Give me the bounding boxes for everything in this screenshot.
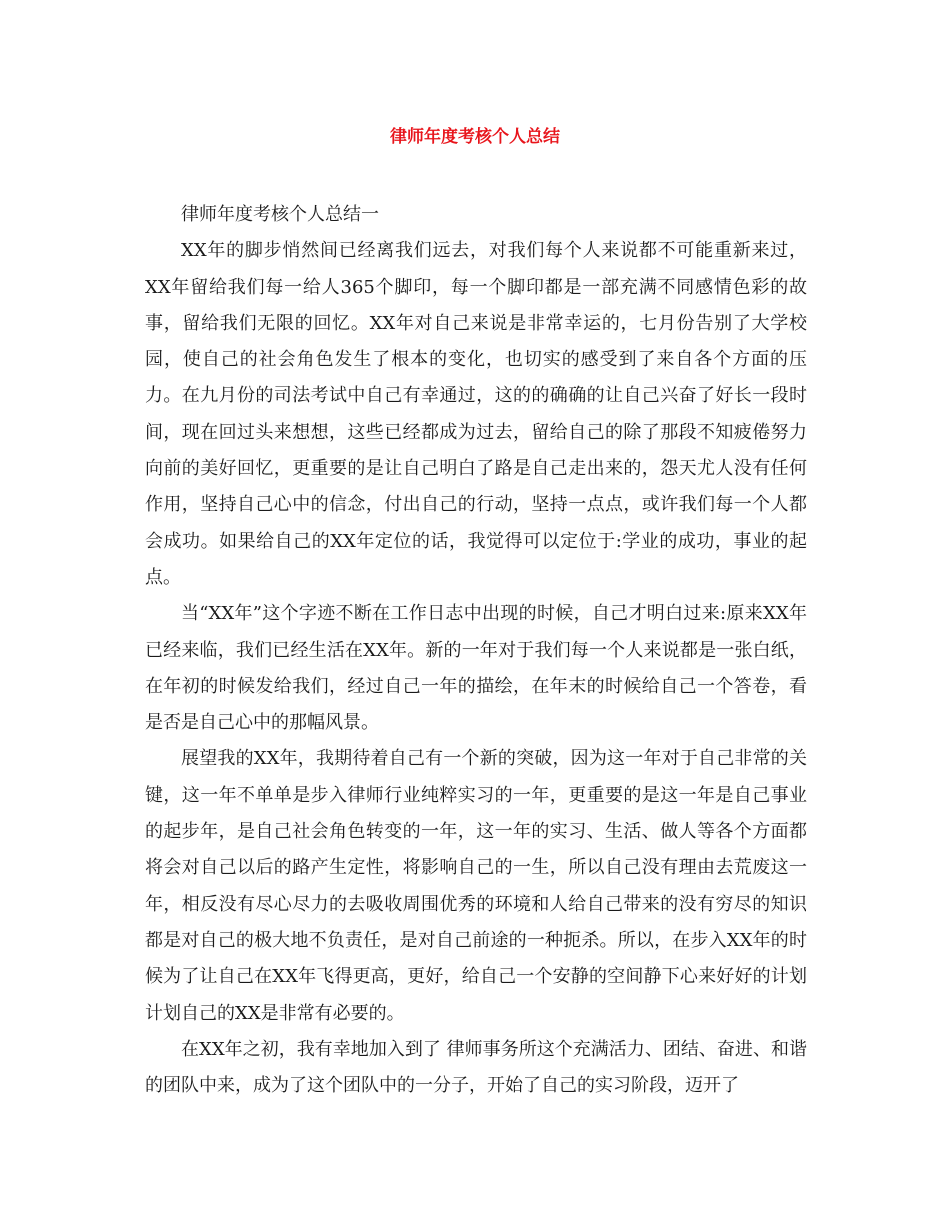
paragraph-1: XX年的脚步悄然间已经离我们远去，对我们每个人来说都不可能重新来过，XX年留给我们每一给人365个脚印，每一个脚印都是一部充满不同感情色彩的故事，留给我们无限的回忆。XX年对自己来说是非常幸运的，七月份告别了大学校园，使自己的社会角色发生了根本的变化，也切实的感受到了来自各个方面的压力。在九月份的司法考试中自己有幸通过，这的的确确的让自己兴奋了好长一段时间，现在回过头来想想，这些已经都成为过去，留给自己的除了那段不知疲倦努力向前的美好回忆，更重要的是让自己明白了路是自己走出来的，怨天尤人没有任何作用，坚持自己心中的信念，付出自己的行动，坚持一点点，或许我们每一个人都会成功。如果给自己的XX年定位的话，我觉得可以定位于:学业的成功，事业的起点。 (145, 240, 807, 588)
document-title: 律师年度考核个人总结 (390, 127, 560, 147)
section-heading: 律师年度考核个人总结一 (181, 204, 379, 225)
paragraph-4: 在XX年之初，我有幸地加入到了 律师事务所这个充满活力、团结、奋进、和谐的团队中来，成为了这个团队中的一分子，开始了自己的实习阶段，迈开了 (145, 1038, 807, 1097)
paragraph-2: 当“XX年”这个字迹不断在工作日志中出现的时候，自己才明白过来:原来XX年已经来临，我们已经生活在XX年。新的一年对于我们每一个人来说都是一张白纸，在年初的时候发给我们，经过自己一年的描绘，在年末的时候给自己一个答卷，看是否是自己心中的那幅风景。 (145, 603, 807, 734)
paragraph-3: 展望我的XX年，我期待着自己有一个新的突破，因为这一年对于自己非常的关键，这一年不单单是步入律师行业纯粹实习的一年，更重要的是这一年是自己事业的起步年，是自己社会角色转变的一年，这一年的实习、生活、做人等各个方面都将会对自己以后的路产生定性，将影响自己的一生，所以自己没有理由去荒废这一年，相反没有尽心尽力的去吸收周围优秀的环境和人给自己带来的没有穷尽的知识都是对自己的极大地不负责任，是对自己前途的一种扼杀。所以，在步入XX年的时候为了让自己在XX年飞得更高，更好，给自己一个安静的空间静下心来好好的计划计划自己的XX是非常有必要的。 (145, 748, 807, 1024)
document-body (145, 197, 807, 1104)
